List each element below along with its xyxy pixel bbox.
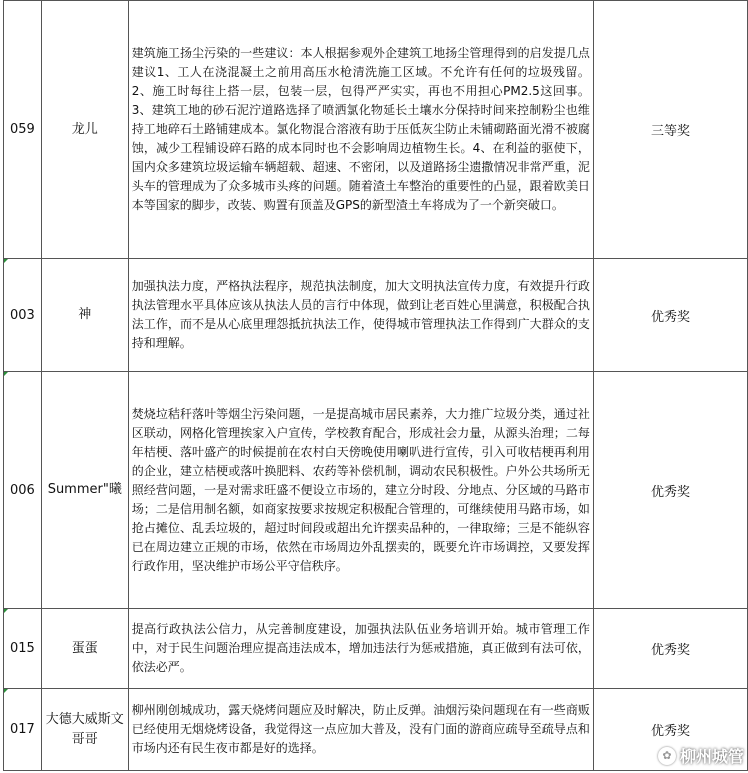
suggestion-text: 加强执法力度，严格执法程序，规范执法制度，加大文明执法宣传力度，有效提升行政执法管理水平具体应该从执法人员的言行中体现，做到让老百姓心里满意，积极配合执法工作，而不是从心底里理怨抵抗执法工作，使得城市管理执法工作得到广大群众的支持和理解。 <box>128 259 593 372</box>
entry-number <box>4 689 42 771</box>
entry-number-text: 003 <box>10 307 35 323</box>
suggestion-text: 柳州刚创城成功，露天烧烤问题应及时解决，防止反弹。油烟污染问题现在有一些商贩已经使用无烟烧烤设备，我觉得这一点应加大普及，没有门面的游商应疏导至疏导点和市场内还有民生夜市都是好的选择。 <box>128 689 593 771</box>
entry-number-text: 006 <box>10 482 35 498</box>
corner-mark <box>4 372 8 376</box>
entrant-name: 大德大威斯文哥哥 <box>41 689 128 771</box>
award-level: 优秀奖 <box>593 689 747 771</box>
suggestion-text: 提高行政执法公信力，从完善制度建设，加强执法队伍业务培训开始。城市管理工作中，对于民生问题治理应提高违法成本，增加违法行为惩戒措施，真正做到有法可依，依法必严。 <box>128 609 593 689</box>
entrant-name: Summer"曦 <box>41 372 128 609</box>
table-row <box>4 372 748 609</box>
entry-number-text: 015 <box>10 641 35 656</box>
award-level: 三等奖 <box>593 1 747 259</box>
table-row <box>4 259 748 372</box>
table-row <box>4 1 748 259</box>
corner-mark <box>4 259 8 263</box>
table-row <box>4 609 748 689</box>
award-level: 优秀奖 <box>593 609 747 689</box>
watermark-text: 柳州城管 <box>679 747 744 766</box>
suggestion-text: 焚烧垃秸秆落叶等烟尘污染问题，一是提高城市居民素养，大力推广垃圾分类，通过社区联动，网格化管理挨家入户宣传，学校教育配合，形成社会力量，从源头治理；二每年桔梗、落叶盛产的时候提前在农村白天傍晚使用喇叭进行宣传，引入可收桔梗再利用的企业，建立桔梗或落叶换肥料、农药等补偿机制，调动农民积极性。户外公共场所无照经营问题，一是对需求旺盛不便设立市场的，建立分时段、分地点、分区域的马路市场；二是信用制名额，如商家按要求按规定积极配合管理的，可继续使用马路市场，如抢占摊位、乱丢垃圾的，超过时间段或超出允许摆卖品种的，一律取缔；三是不能纵容已在周边建立正规的市场，依然在市场周边外乱摆卖的，既要允许市场调控，又要发挥行政作用，坚决维护市场公平守信秩序。 <box>128 372 593 609</box>
entrant-name: 神 <box>41 259 128 372</box>
entry-number <box>4 372 42 609</box>
awards-table <box>3 0 748 771</box>
entrant-name: 蛋蛋 <box>41 609 128 689</box>
watermark <box>658 744 744 767</box>
table-row <box>4 689 748 771</box>
award-level: 优秀奖 <box>593 259 747 372</box>
corner-mark <box>4 689 8 693</box>
entry-number <box>4 259 42 372</box>
award-level: 优秀奖 <box>593 372 747 609</box>
corner-mark <box>4 609 8 613</box>
entrant-name: 龙儿 <box>41 1 128 259</box>
entry-number: 059 <box>4 1 42 259</box>
suggestion-text: 建筑施工扬尘污染的一些建议：本人根据参观外企建筑工地扬尘管理得到的启发提几点建议1、工人在浇混凝土之前用高压水枪清洗施工区域。不允许有任何的垃圾残留。2、施工时每往上搭一层，包装一层，包得严严实实，再也不用担心PM2.5这回事。3、建筑工地的砂石泥泞道路选择了喷洒氯化物延长土壤水分保持时间来控制粉尘也维持工地碎石土路铺建成本。氯化物混合溶液有助于压低灰尘防止未铺砌路面光滑不被腐蚀，减少工程铺设碎石路的成本同时也不会影响周边植物生长。4、在利益的驱使下，国内众多建筑垃圾运输车辆超载、超速、不密闭，以及道路扬尘遗撒情况非常严重，泥头车的管理成为了众多城市头疼的问题。随着渣土车整治的重要性的凸显，跟着欧美日本等国家的脚步，改装、购置有顶盖及GPS的新型渣土车将成为了一个新突破口。 <box>128 1 593 259</box>
entry-number-text: 017 <box>10 722 35 737</box>
wechat-icon: ✿ <box>658 747 676 765</box>
entry-number <box>4 609 42 689</box>
